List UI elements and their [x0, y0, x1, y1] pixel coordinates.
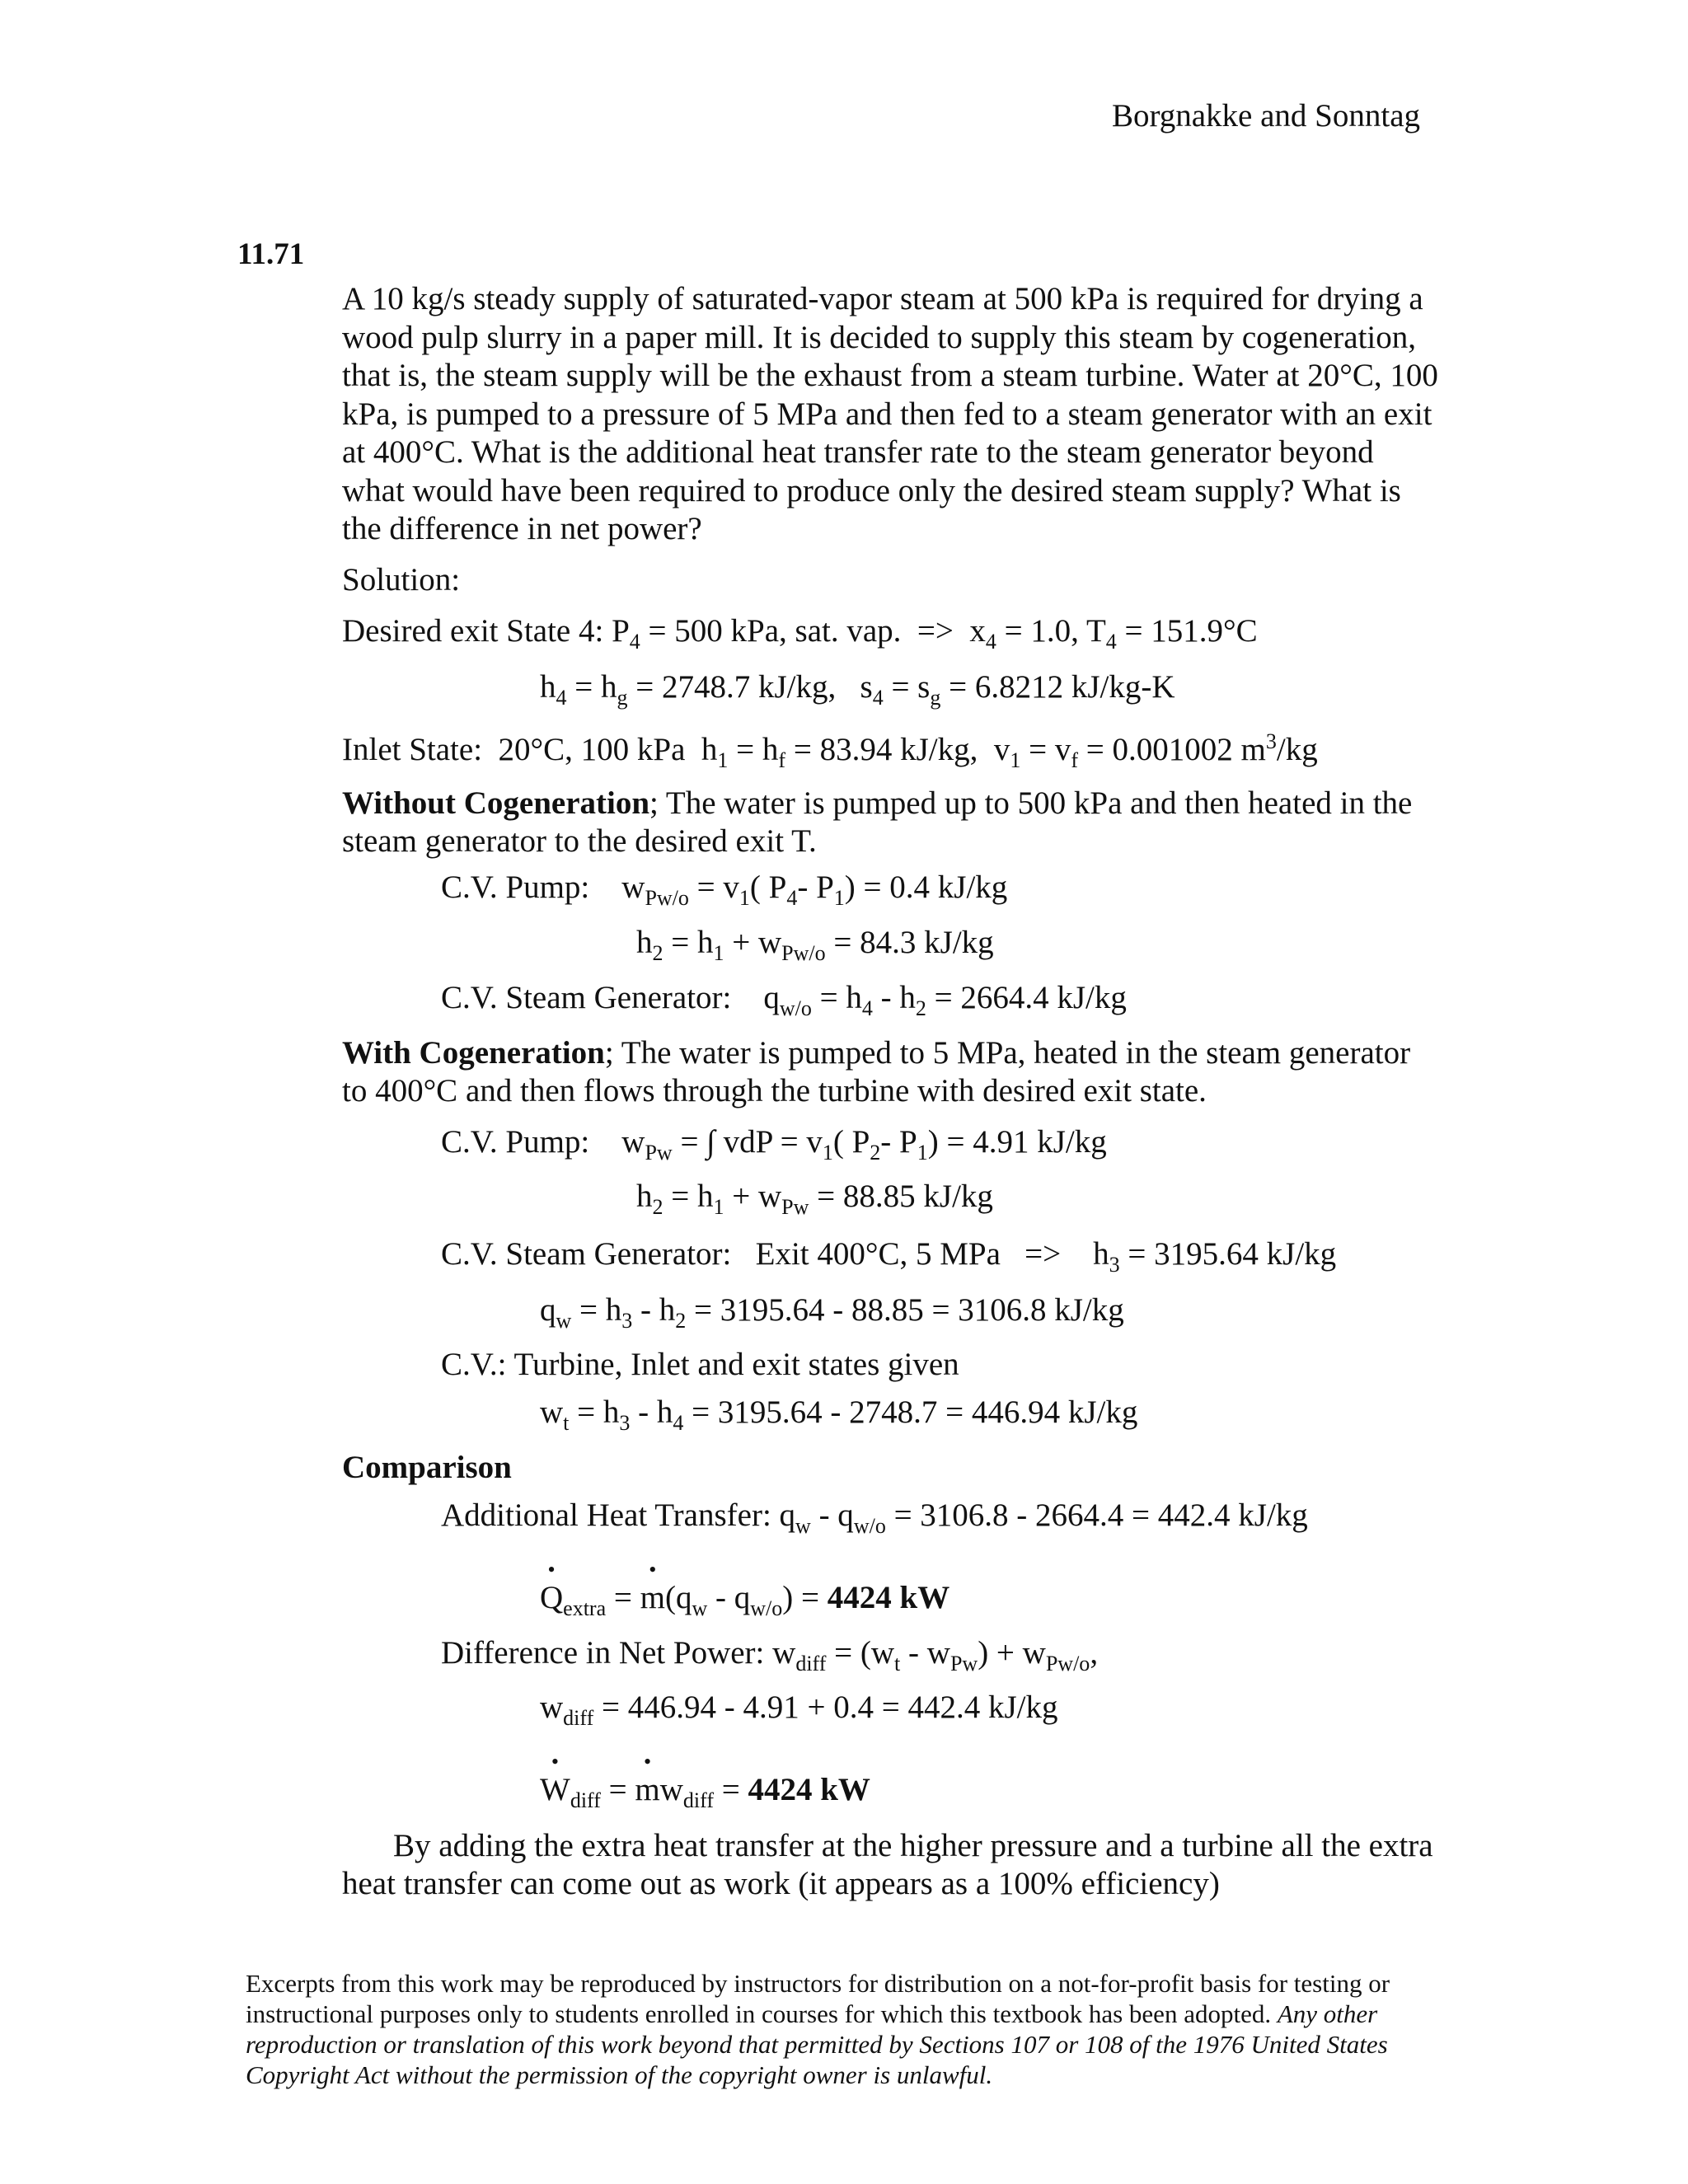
- comparison-heading: Comparison: [342, 1450, 512, 1485]
- h2-wo-line: $h_2 = h_1 + w_{Pw/o} = 84.3$ kJ/kg: [636, 925, 994, 965]
- q-extra-result: 4424 kW: [827, 1580, 950, 1615]
- cv-pump-label-2: C.V. Pump:: [441, 1124, 590, 1160]
- state4-properties: $h_4 = h_g = 2748.7$ kJ/kg, $s_4 = s_g = 6.8212$ kJ/kg-K: [540, 669, 1175, 710]
- pump-w-line: C.V. Pump: $w_{Pw}$ = ∫ vdP = $v_1$( $P_2-$ $P_1) = 4.91$ kJ/kg: [441, 1124, 1107, 1165]
- steam-gen-w-line: C.V. Steam Generator: Exit 400°C, 5 MPa => $h_3 = 3195.64$ kJ/kg: [441, 1236, 1337, 1277]
- copyright-footer: [246, 1968, 1449, 2090]
- w-diff-rate-line: • $W_{diff}$ = • $mw_{diff} = 4424$ kW: [540, 1770, 870, 1810]
- footer-text: Excerpts from this work may be reproduced by instructors for distribution on a not-for-profit basis for testing or instructional purposes only to students enrolled in courses for which this textbook has been adopted.: [246, 1969, 1390, 2028]
- diff-net-power-label: Difference in Net Power:: [441, 1635, 765, 1671]
- cv-steam-generator-label: C.V. Steam Generator:: [441, 980, 732, 1015]
- w-diff-result: 4424 kW: [748, 1772, 870, 1807]
- cv-pump-label: C.V. Pump:: [441, 869, 590, 905]
- h2-w-line: $h_2 = h_1 + w_{Pw} = 88.85$ kJ/kg: [636, 1179, 993, 1219]
- solution-label: Solution:: [342, 562, 461, 598]
- cv-steam-generator-label-2: C.V. Steam Generator:: [441, 1236, 732, 1272]
- desired-exit-state: Desired exit State 4: $P_4 = 500$ kPa, sat. vap. => $x_4 = 1.0$, $T_4 = 151.9^\circ C$: [342, 613, 1258, 654]
- problem-statement: A 10 kg/s steady supply of saturated-vapor steam at 500 kPa is required for drying a wood pulp slurry in a paper mill. It is decided to supply this steam by cogeneration, that is, the steam supply will be the exhaust from a steam turbine. Water at 20°C, 100 kPa, is pumped to a pressure of 5 MPa and then fed to a steam generator with an exit at 400°C. What is the additional heat transfer rate to the steam generator beyond what would have been required to produce only the desired steam supply? What is the difference in net power?: [342, 281, 1438, 546]
- closing-paragraph: By adding the extra heat transfer at the higher pressure and a turbine all the extra heat transfer can come out as work (it appears as a 100% efficiency): [342, 1828, 1433, 1901]
- with-cogeneration-text: ; The water is pumped to 5 MPa, heated in the steam generator to 400°C and then flows through the turbine with desired exit state.: [342, 1035, 1411, 1108]
- additional-heat-label: Additional Heat Transfer:: [441, 1497, 771, 1533]
- additional-heat-line: Additional Heat Transfer: $q_w - q_{w/o} = 3106.8 - 2664.4 = 442.4$ kJ/kg: [441, 1497, 1308, 1538]
- without-cogeneration-heading: Without Cogeneration: [342, 785, 650, 821]
- footer-italic-text: Any other reproduction or translation of this work beyond that permitted by Sections 107 or 108 of the 1976 United States Copyright Act without the permission of the copyright owner is unlawful.: [246, 1999, 1388, 2089]
- problem-number: 11.71: [237, 237, 305, 271]
- wt-line: $w_t = h_3 - h_4 = 3195.64 - 2748.7 = 446.94$ kJ/kg: [540, 1394, 1138, 1435]
- without-cogeneration-text: ; The water is pumped up to 500 kPa and then heated in the steam generator to the desired exit T.: [342, 785, 1413, 859]
- diff-net-power-line: Difference in Net Power: $w_{diff} = (w_t - w_{Pw}) + w_{Pw/o}$,: [441, 1635, 1099, 1675]
- inlet-state-label: Inlet State:: [342, 732, 483, 767]
- pump-wo-line: C.V. Pump: $w_{Pw/o} = v_1$( $P_4-$ $P_1) = 0.4$ kJ/kg: [441, 869, 1008, 910]
- running-header: Borgnakke and Sonntag: [1111, 98, 1420, 134]
- steam-gen-wo-line: C.V. Steam Generator: $q_{w/o} = h_4 - h_2 = 2664.4$ kJ/kg: [441, 980, 1127, 1020]
- cv-turbine-line: C.V.: Turbine, Inlet and exit states given: [441, 1347, 959, 1382]
- w-diff-line: $w_{diff} = 446.94 - 4.91 + 0.4 = 442.4$ kJ/kg: [540, 1690, 1058, 1730]
- without-cogeneration-paragraph: [342, 785, 1438, 860]
- with-cogeneration-heading: With Cogeneration: [342, 1035, 605, 1071]
- with-cogeneration-paragraph: [342, 1034, 1438, 1110]
- q-extra-line: • $Q_{extra}$ = • $m(q_w - q_{w/o}) = 4424$ kW: [540, 1578, 950, 1618]
- qw-line: $q_w = h_3 - h_2 = 3195.64 - 88.85 = 3106.8$ kJ/kg: [540, 1292, 1124, 1333]
- desired-exit-label: Desired exit State 4: P: [342, 613, 630, 649]
- inlet-state: Inlet State: 20°C, 100 kPa $h_1 = h_f = 83.94$ kJ/kg, $v_1 = v_f = 0.001002$ $m^3/kg$: [342, 729, 1318, 772]
